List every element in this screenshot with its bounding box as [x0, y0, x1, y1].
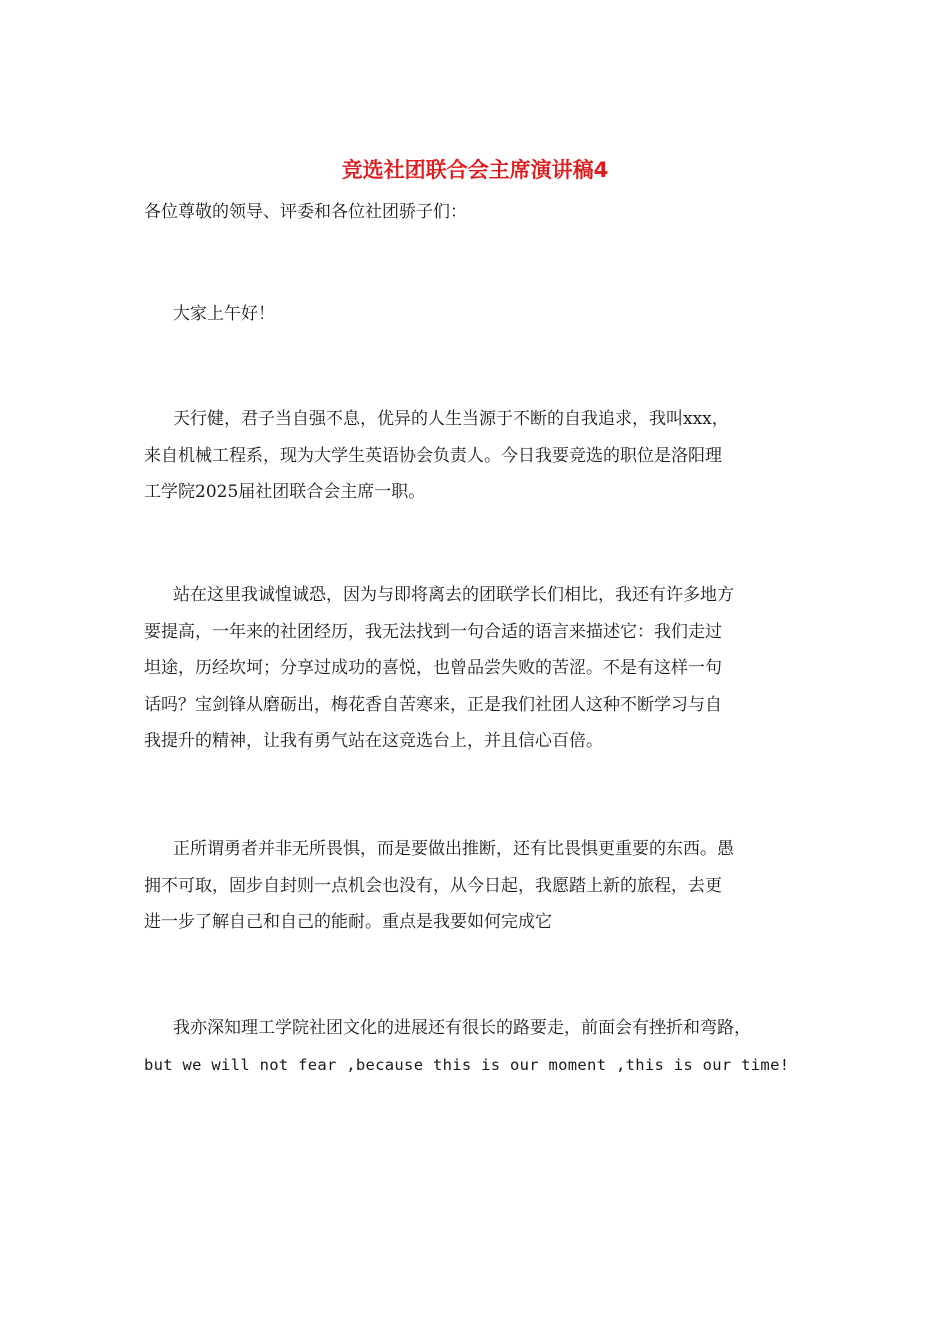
paragraph-courage	[144, 831, 824, 941]
paragraph-line: 我亦深知理工学院社团文化的进展还有很长的路要走，前面会有挫折和弯路，	[173, 1018, 751, 1038]
paragraph-line: 天行健，君子当自强不息，优异的人生当源于不断的自我追求，我叫xxx，	[173, 409, 729, 429]
paragraph-line: 正所谓勇者并非无所畏惧，而是要做出推断，还有比畏惧更重要的东西。愚	[173, 839, 734, 859]
document-title: 竞选社团联合会主席演讲稿4	[341, 158, 609, 182]
paragraph-closing	[144, 1010, 824, 1083]
paragraph-introduction	[144, 401, 824, 511]
paragraph-line: 我提升的精神，让我有勇气站在这竞选台上，并且信心百倍。	[144, 731, 603, 751]
salutation: 各位尊敬的领导、评委和各位社团骄子们：	[144, 202, 467, 222]
paragraph-line: 拥不可取，固步自封则一点机会也没有，从今日起，我愿踏上新的旅程，去更	[144, 875, 722, 896]
paragraph-line: 坦途，历经坎坷；分享过成功的喜悦，也曾品尝失败的苦涩。不是有这样一句	[144, 658, 722, 678]
paragraph-experience	[144, 577, 824, 760]
paragraph-line: 要提高，一年来的社团经历，我无法找到一句合适的语言来描述它：我们走过	[144, 621, 722, 642]
paragraph-line: 大家上午好！	[173, 304, 275, 324]
paragraph-line: 站在这里我诚惶诚恐，因为与即将离去的团联学长们相比，我还有许多地方	[173, 585, 734, 605]
paragraph-line: 话吗？宝剑锋从磨砺出，梅花香自苦寒来，正是我们社团人这种不断学习与自	[144, 694, 722, 715]
paragraph-line: 进一步了解自己和自己的能耐。重点是我要如何完成它	[144, 912, 552, 932]
paragraph-greeting	[144, 296, 824, 333]
paragraph-line: 来自机械工程系，现为大学生英语协会负责人。今日我要竞选的职位是洛阳理	[144, 445, 722, 466]
paragraph-line-english: but we will not fear ,because this is our moment ,this is our time!	[144, 1055, 790, 1074]
paragraph-line: 工学院2025届社团联合会主席一职。	[144, 482, 426, 502]
